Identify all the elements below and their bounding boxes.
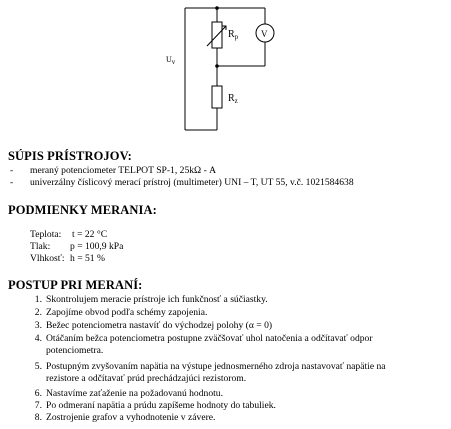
- condition-label: Tlak:: [30, 241, 51, 252]
- conditions-heading: PODMIENKY MERANIA:: [8, 203, 157, 217]
- condition-value: t = 22 °C: [72, 229, 108, 240]
- step-number: 4.: [34, 333, 42, 344]
- step-number: 8.: [34, 412, 42, 423]
- step-number: 3.: [34, 320, 42, 331]
- step-text: Postupným zvyšovaním napätia na výstupe jednosmerného zdroja nastavovať napätie na: [46, 361, 386, 372]
- step-number: 1.: [34, 294, 42, 305]
- rz-label: $R_z$: [228, 93, 238, 105]
- uv-label: Uv: [166, 55, 176, 66]
- circuit-diagram: [0, 0, 451, 140]
- resistor-rz: [212, 86, 222, 108]
- step-text-continued: potenciometra.: [46, 345, 104, 356]
- step-text: Otáčaním bežca potenciometra postupne zväčšovať uhol natočenia a odčítavať odpor: [46, 333, 373, 344]
- step-text: Po odmeraní napätia a prúdu zapíšeme hodnoty do tabuliek.: [46, 400, 276, 411]
- step-text: Zostrojenie grafov a vyhodnotenie v závere.: [46, 412, 216, 423]
- node-dot-mid: [215, 64, 219, 68]
- potentiometer-wiper: [207, 26, 226, 46]
- rp-label: $R_p$: [228, 29, 239, 41]
- step-text: Skontrolujem meracie prístroje ich funkčnosť a súčiastky.: [46, 294, 268, 305]
- step-number: 2.: [34, 307, 42, 318]
- step-text: Nastavíme zaťaženie na požadovanú hodnotu.: [46, 388, 223, 399]
- step-number: 7.: [34, 400, 42, 411]
- condition-label: Teplota:: [30, 229, 62, 240]
- condition-value: p = 100,9 kPa: [70, 241, 124, 252]
- node-dot-top: [215, 6, 219, 10]
- procedure-heading: POSTUP PRI MERANÍ:: [8, 278, 143, 292]
- condition-value: h = 51 %: [70, 253, 105, 264]
- step-text: Zapojíme obvod podľa schémy zapojenia.: [46, 307, 208, 318]
- condition-label: Vlhkosť:: [30, 253, 65, 264]
- instrument-item: meraný potenciometer TELPOT SP-1, 25kΩ - A: [30, 165, 217, 176]
- instrument-item: univerzálny číslicový merací prístroj (multimeter) UNI – T, UT 55, v.č. 1021584638: [30, 177, 354, 188]
- bullet: -: [10, 165, 14, 176]
- step-text: Bežec potenciometra nastavíť do východzej polohy (α = 0): [46, 320, 273, 331]
- bullet: -: [10, 177, 14, 188]
- voltmeter-symbol: V: [261, 29, 268, 39]
- step-text-continued: rezistore a odčítavať prúd prechádzajúci rezistorom.: [46, 373, 247, 384]
- step-number: 5.: [34, 361, 42, 372]
- step-number: 6.: [34, 388, 42, 399]
- instruments-heading: SÚPIS PRÍSTROJOV:: [8, 149, 132, 163]
